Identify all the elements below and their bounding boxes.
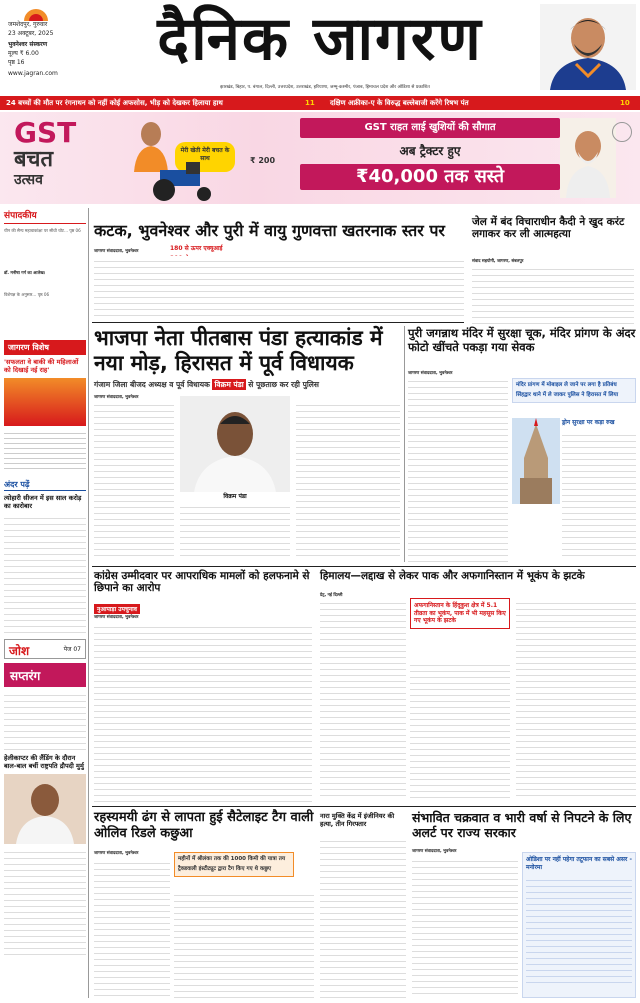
- ad-left-text: [14, 118, 124, 188]
- cyclone-box-body: [526, 875, 632, 985]
- divider: [92, 806, 636, 807]
- special-headline[interactable]: 'सफलता वे बाकी की महिलाओं को दिखाई नई राह': [4, 358, 79, 374]
- divider: [92, 566, 636, 567]
- teaser-right[interactable]: दक्षिण अफ्रीका-ए के विरुद्ध बल्लेबाजी करेंगे रिषभ पंत: [330, 99, 469, 107]
- puri-bullet: सिंहद्वार थाने में ले जाकर पुलिस ने हिरासत में लिया: [516, 392, 619, 398]
- bjp-body-mid: [180, 502, 290, 560]
- ad-price: ₹40,000 तक सस्ते: [300, 164, 560, 190]
- ad-price-200: ₹ 200: [250, 156, 276, 165]
- ad-gst-label: GST: [14, 116, 77, 149]
- heli-body: [4, 847, 86, 957]
- puri-body: [408, 376, 508, 562]
- cyclone-box-headline: ओडिशा पर नहीं पहेगा तटूफान का सबसे असर - मनोरमा: [526, 856, 632, 871]
- saptarang-box[interactable]: [4, 663, 86, 687]
- puri-bullets: [512, 378, 636, 403]
- satellite-body-2: [174, 890, 314, 998]
- puri-drone-headline: ड्रोन सुरक्षा पर कड़ा रुख: [562, 419, 615, 426]
- jail-headline[interactable]: जेल में बंद विचाराधीन कैदी ने खुद करंट लगाकर कर ली आत्महत्या: [472, 216, 625, 241]
- price: मूल्य ₹ 6.00: [8, 50, 39, 57]
- satellite-headline[interactable]: रहस्यमयी ढंग से लापता हुई सैटेलाइट टैग वाली ओलिव रिडले कछुआ: [94, 810, 314, 841]
- josh-title: जोश: [9, 644, 30, 658]
- bjp-headline[interactable]: भाजपा नेता पीतबास पंडा हत्याकांड में नया मोड़, हिरासत में पूर्व विधायक: [94, 326, 383, 375]
- lead-stat-1: 180 से ऊपर एक्यूआई: [170, 245, 223, 252]
- special-photo: [4, 378, 86, 426]
- president-photo: [4, 774, 86, 844]
- ad-main-headline: GST राहत लाई खुशियों की सौगात: [300, 118, 560, 138]
- lead-byline: जागरण संवाददाता, भुवनेश्वर: [94, 248, 139, 253]
- josh-box[interactable]: [4, 639, 86, 659]
- cyclone-byline: जागरण संवाददाता, भुवनेश्वर: [412, 848, 457, 853]
- ad-badge: मेरी खेती मेरी बचत के साथ: [175, 142, 235, 172]
- pages: पृष्ठ 16: [8, 59, 25, 66]
- bjp-byline: जागरण संवाददाता, भुवनेश्वर: [94, 394, 139, 399]
- column-divider: [404, 326, 405, 562]
- bjp-deck-text: गंजाम जिला बीजद अध्यक्ष व पूर्व विधायक: [94, 380, 210, 389]
- saptarang-body: [4, 690, 86, 750]
- cyclone-box: [522, 852, 636, 998]
- ad-utsav-label: उत्सव: [14, 172, 43, 188]
- cyclone-body: [412, 856, 518, 998]
- special-section-title: जागरण विशेष: [4, 340, 86, 355]
- sidebar-divider: [88, 208, 89, 998]
- newspaper-title: दैनिक जागरण: [157, 4, 483, 74]
- teaser-left[interactable]: 24 बच्चों की मौत पर रंगनाथन को नहीं कोई अफसोस, भीड़ को देखकर हिलाया हाथ: [6, 99, 223, 107]
- bjp-deck-tag: विक्रम पंडा: [214, 380, 244, 389]
- divider: [92, 322, 464, 323]
- teaser-left-page: 11: [305, 99, 315, 107]
- bjp-deck: [94, 380, 406, 390]
- date-city: जमशेदपुर, गुरुवार: [8, 21, 48, 28]
- bjp-photo-caption: विक्रम पंडा: [180, 492, 290, 500]
- nara-headline[interactable]: नारा मुक्ति केंद्र में इंजीनियर की हत्या, तीन गिरफ्तार: [320, 812, 395, 828]
- ad-bachat-label: बचत: [14, 147, 54, 172]
- bjp-photo: [180, 396, 290, 492]
- website-link[interactable]: www.jagran.com: [8, 70, 58, 77]
- puri-bullet: मंदिर प्रांगण में मोबाइल ले जाने पर लगा है प्रतिबंध: [516, 382, 617, 388]
- heli-headline[interactable]: हेलीकाप्टर की लैंडिंग के दौरान बाल-बाल बचीं राष्ट्रपति द्रौपदी मुर्मु: [4, 754, 84, 770]
- nara-body: [320, 836, 406, 998]
- teaser-right-page: 10: [620, 99, 630, 107]
- satellite-body: [94, 858, 170, 998]
- jail-body: [472, 264, 634, 324]
- inside-body: [4, 513, 86, 633]
- pm-photo: [560, 118, 616, 198]
- himalaya-byline: प्रेट्र, नई दिल्ली: [320, 592, 343, 597]
- himalaya-body: [320, 598, 406, 798]
- tractor-icon: [140, 162, 230, 202]
- himalaya-body-3: [516, 598, 636, 798]
- lead-headline[interactable]: कटक, भुवनेश्वर और पुरी में वायु गुणवत्ता खतरनाक स्तर पर: [94, 221, 445, 240]
- himalaya-headline[interactable]: हिमालय—लद्दाख से लेकर पाक और अफगानिस्तान में भूकंप के झटके: [320, 570, 585, 582]
- inside-section-title: अंदर पढ़ें: [4, 479, 86, 491]
- jail-byline: संवाद सहयोगी, जागरण, संबलपुर: [472, 258, 524, 263]
- puri-temple-photo: [512, 418, 560, 504]
- josh-page: पेज 07: [63, 646, 81, 653]
- ad-emblem-icon: [612, 122, 632, 142]
- editorial-item[interactable]: विशेषज्ञ के अनुसार... पृष्ठ 06: [4, 292, 50, 297]
- satellite-box-item: ट्रैक्डवाली इंस्टीट्यूट द्वारा टैग किए गए थे कछुए: [178, 866, 272, 872]
- sun-logo-icon: [22, 6, 50, 20]
- puri-byline: जागरण संवाददाता, भुवनेश्वर: [408, 370, 453, 375]
- bjp-body-left: [94, 400, 174, 560]
- date: 23 अक्टूबर, 2025: [8, 30, 54, 37]
- inside-headline[interactable]: त्योहारी सीजन में इस साल करोड़ का कारोबार: [4, 494, 82, 510]
- satellite-box-item: महीनों में श्रीलंका तक की 1000 किमी की यात्रा तय: [178, 856, 286, 862]
- cricketer-photo: [540, 4, 636, 90]
- edition: भुवनेश्वर संस्करण: [8, 41, 48, 48]
- editorial-item[interactable]: डॉ. मनीषा गर्ग का आलेख।: [4, 270, 46, 275]
- editorial-item[interactable]: चीन की सैन्य महत्वाकांक्षा पर सीधी चोट... पृष्ठ 06: [4, 228, 81, 233]
- ad-banner[interactable]: [0, 112, 640, 204]
- himalaya-body-2: [410, 660, 510, 798]
- special-body: [4, 429, 86, 473]
- puri-headline[interactable]: पुरी जगन्नाथ मंदिर में सुरक्षा चूक, मंदिर प्रांगण के अंदर फोटो खींचते पकड़ा गया सेवक: [408, 326, 636, 354]
- puri-body-right: [562, 430, 636, 560]
- saptarang-title: सप्तरंग: [10, 669, 41, 683]
- congress-byline: जागरण संवाददाता, भुवनेश्वर: [94, 614, 139, 619]
- teaser-bar: [0, 96, 640, 110]
- editions-line: झारखंड, बिहार, प. बंगाल, दिल्ली, उत्तरप्रदेश, उत्तराखंड, हरियाणा, जम्मू-कश्मीर, पंजाब, हिमाचल प्रदेश और ओडिशा से प्रकाशित: [220, 85, 430, 90]
- masthead: [0, 0, 640, 96]
- himalaya-box: अफगानिस्तान के हिंदूकुश क्षेत्र में 5.1 तीव्रता का भूकंप, पाक में भी महसूस किए गए भूकंप के झटके: [410, 598, 510, 629]
- editorial-section-title: संपादकीय: [4, 208, 86, 224]
- bjp-deck-end: से पूछताछ कर रही पुलिस: [248, 380, 319, 389]
- cyclone-headline[interactable]: संभावित चक्रवात व भारी वर्षा से निपटने के लिए अलर्ट पर राज्य सरकार: [412, 810, 632, 840]
- satellite-byline: जागरण संवाददाता, भुवनेश्वर: [94, 850, 139, 855]
- bjp-body-right: [296, 400, 400, 560]
- ad-sub: अब ट्रैक्टर हुए: [399, 144, 461, 158]
- lead-body: [94, 256, 464, 316]
- congress-headline[interactable]: कांग्रेस उम्मीदवार पर आपराधिक मामलों को हलफनामे से छिपाने का आरोप: [94, 570, 310, 595]
- satellite-box: [174, 852, 294, 877]
- congress-body: [94, 622, 312, 802]
- sidebar: [4, 208, 86, 998]
- congress-tag: नुआपाड़ा उपचुनाव: [94, 604, 140, 614]
